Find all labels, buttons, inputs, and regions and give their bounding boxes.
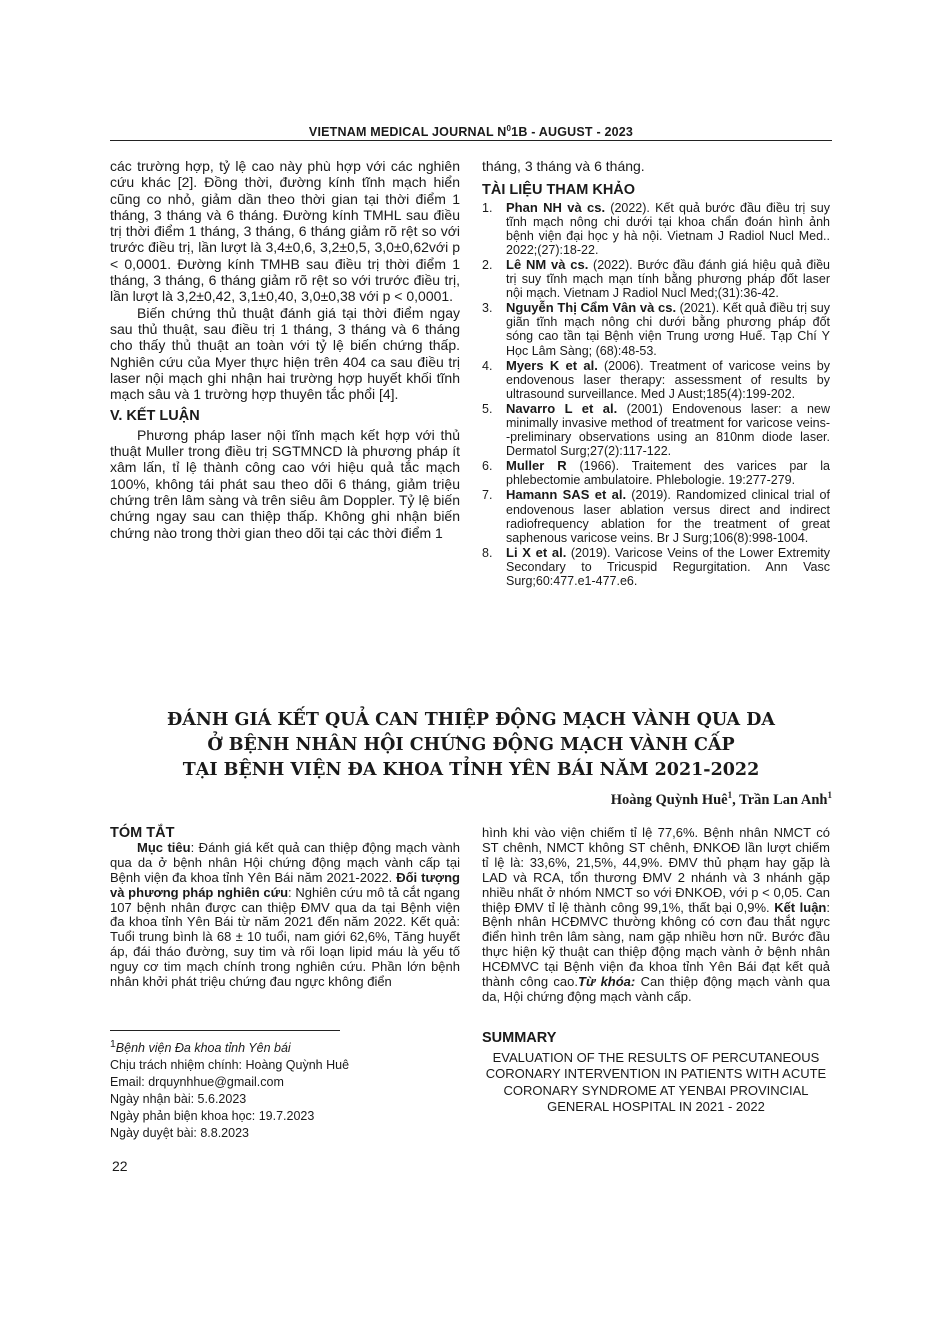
abstract-text: : Nghiên cứu mô tả cắt ngang 107 bệnh nhân được can thiệp ĐMV qua da tại Bệnh viện đa khoa tỉnh Yên Bái từ năm 2021 đến năm 2022. Kết quả: Tuổi trung bình là 68 ± 10 tuổi, nam giới 62,6%, Tăng huyết áp, đái tháo đường, suy tim và rối loạn lipid máu là yếu tố nguy cơ tim mạch chính trong nghiên cứu. Phần lớn bệnh nhân khởi phát triệu chứng đau ngực không điển	[110, 884, 460, 990]
author-separator: ,	[732, 791, 740, 808]
reference-item	[482, 546, 830, 588]
reference-text: (2022). Bước đầu đánh giá hiệu quả điều trị suy tĩnh mạch mạn tính bằng phương pháp đốt laser nội mạch. Vietnam J Radiol Nucl Med;(31):36-42.	[506, 257, 830, 301]
affiliation	[110, 1036, 349, 1057]
reference-item	[482, 258, 830, 300]
affil-text: Bệnh viện Đa khoa tỉnh Yên bái	[115, 1041, 291, 1056]
paragraph: tháng, 3 tháng và 6 tháng.	[482, 158, 645, 174]
journal-issue-sup: 0	[506, 124, 512, 133]
reference-list	[482, 201, 830, 589]
date-received: Ngày nhận bài: 5.6.2023	[110, 1092, 247, 1107]
section-heading: V. KẾT LUẬN	[110, 408, 200, 425]
article-title-line: Ở BỆNH NHÂN HỘI CHỨNG ĐỘNG MẠCH VÀNH CẤP	[207, 735, 735, 755]
article-title-line: TẠI BỆNH VIỆN ĐA KHOA TỈNH YÊN BÁI NĂM 2021-2022	[182, 760, 760, 780]
reference-item	[482, 488, 830, 544]
reference-number: 5.	[482, 401, 493, 416]
reference-authors: Muller R	[506, 458, 567, 474]
page-number: 22	[112, 1158, 128, 1174]
label-ket-luan: Kết luận	[774, 899, 827, 915]
abstract-text: : Bệnh nhân HCĐMVC thường không có cơn đau thắt ngực điển hình trên lâm sàng, nam gặp nhiều hơn nữ. Bước đầu thực hiện kỹ thuật can thiệp động mạch vành ở bệnh nhân HCĐMVC tại Bệnh viện đa khoa tỉnh Yên Bái đạt kết quả thành công cao.	[482, 899, 830, 990]
email: Email: drquynhhue@gmail.com	[110, 1075, 284, 1090]
abstract-text: hình khi vào viện chiếm tỉ lệ 77,6%. Bệnh nhân NMCT có ST chênh, NMCT không ST chênh, ĐNKOĐ lần lượt chiếm tỉ lệ là: 33,6%, 21,5%, 44,9%. ĐMV thủ phạm hay gặp là LAD và RCA, tổn thương ĐMV 2 nhánh và 3 nhánh gặp nhiều nhất ở nhóm NMCT so với ĐNKOĐ, với p < 0,05. Can thiệp ĐMV tỉ lệ thành công 99,1%, thất bại 0,9%.	[482, 825, 830, 915]
footnotes	[110, 1036, 349, 1142]
reference-item	[482, 359, 830, 401]
reference-text: (2019). Varicose Veins of the Lower Extremity Secondary to Tricuspid Regurgitation. Ann Vasc Surg;60:477.e1-477.e6.	[506, 545, 830, 589]
abstract-heading: TÓM TẮT	[110, 825, 175, 841]
abstract-paragraph	[482, 826, 830, 1005]
reference-number: 8.	[482, 545, 493, 560]
abstract-text: : Đánh giá kết quả can thiệp động mạch vành qua da ở bệnh nhân Hội chứng động mạch vành cấp tại Bệnh viện đa khoa tỉnh Yên Bái năm 2021-2022.	[110, 839, 460, 885]
article-title	[0, 708, 942, 783]
reference-text: (2006). Treatment of varicose veins by endovenous laser therapy: assessment of results by ultrasound surveillance. Med J Aust;185(4):199-202.	[506, 358, 830, 401]
summary-heading: SUMMARY	[482, 1030, 557, 1046]
reference-text: (2001) Endovenous laser: a new minimally invasive method of treatment for varicose veins--preliminary observations using an 810nm diode laser. Dermatol Surg;27(2):117-122.	[506, 401, 830, 459]
abstract-left	[110, 826, 460, 990]
references-heading: TÀI LIỆU THAM KHẢO	[482, 182, 636, 199]
corresponding-author: Chịu trách nhiệm chính: Hoàng Quỳnh Huê	[110, 1058, 350, 1073]
footnote-rule	[110, 1030, 340, 1031]
header-rule	[110, 140, 832, 141]
author-affil-sup: 1	[827, 790, 832, 800]
paragraph: Biến chứng thủ thuật đánh giá tại thời điểm ngay sau thủ thuật, sau điều trị 1 tháng, 3 tháng và 6 tháng cho thấy thủ thuật an toàn với tỷ lệ biến chứng thấp. Nghiên cứu của Myer thực hiện trên 404 ca sau điều trị laser nội mạch ghi nhận hai trường hợp huyết khối tĩnh mạch sâu và 1 trường hợp thuyên tắc phổi [4].	[110, 304, 460, 403]
reference-text: (1966). Traitement des varices par la phlebectomie ambulatoire. Phlebologie. 19:277-279.	[506, 459, 830, 488]
reference-number: 3.	[482, 301, 493, 316]
affil-sup: 1	[110, 1039, 116, 1050]
summary-title: EVALUATION OF THE RESULTS OF PERCUTANEOUS CORONARY INTERVENTION IN PATIENTS WITH ACUTE CORONARY SYNDROME AT YENBAI PROVINCIAL GENERAL HOSPITAL IN 2021 - 2022	[485, 1050, 827, 1114]
reference-authors: Navarro L et al.	[506, 400, 618, 416]
author-name: Hoàng Quỳnh Huê	[610, 791, 728, 808]
reference-item	[482, 459, 830, 487]
journal-suffix: 1B - AUGUST - 2023	[511, 125, 634, 140]
reference-authors: Li X et al.	[506, 544, 567, 560]
journal-header	[0, 124, 942, 139]
reference-text: (2019). Randomized clinical trial of endovenous laser ablation versus direct and indirect radiofrequency ablation for the treatment of great saphenous varicose veins. Br J Surg;106(8):998-1004.	[506, 488, 830, 545]
abstract-right	[482, 826, 830, 1005]
abstract-paragraph	[110, 841, 460, 990]
reference-item	[482, 201, 830, 257]
right-column	[482, 158, 830, 589]
reference-authors: Phan NH và cs.	[506, 199, 606, 215]
reference-authors: Lê NM và cs.	[506, 256, 589, 272]
reference-authors: Nguyễn Thị Cẩm Vân và cs.	[506, 300, 677, 316]
paragraph: các trường hợp, tỷ lệ cao này phù hợp với các nghiên cứu khác [2]. Đồng thời, đường kính tĩnh mạch hiển cũng co nhỏ, giảm dần theo thời gian tại thời điểm 1 tháng, 3 tháng và 6 tháng. Đường kính TMHL sau điều trị thời điểm 1 tháng, 3 tháng, 6 tháng giảm rõ rệt so với trước điều trị, lần lượt là 3,4±0,6, 3,2±0,5, 3,0±0,62với p < 0,0001. Đường kính TMHB sau điều trị thời điểm 1 tháng, 3 tháng, 6 tháng giảm rõ rệt so với trước điều trị, lần lượt là 3,2±0,42, 3,1±0,40, 3,0±0,38 với p < 0,0001.	[110, 158, 460, 305]
keywords-text: Can thiệp động mạch vành qua da, Hội chứng động mạch vành cấp.	[482, 974, 830, 1004]
reference-number: 1.	[482, 200, 493, 215]
reference-authors: Myers K et al.	[506, 357, 598, 373]
reference-item	[482, 301, 830, 357]
reference-number: 4.	[482, 358, 493, 373]
label-doi-tuong: Đối tượng và phương pháp nghiên cứu	[110, 869, 460, 900]
reference-text: (2021). Kết quả điều trị suy giãn tĩnh mạch nông chi dưới bằng phương pháp đốt sóng cao tần tại Bệnh viện Trung ương Huế. Tạp Chí Y Học Lâm Sàng; (68):48-53.	[506, 301, 830, 358]
reference-number: 7.	[482, 488, 493, 503]
author-affil-sup: 1	[727, 790, 733, 800]
reference-item	[482, 402, 830, 458]
paragraph: Phương pháp laser nội tĩnh mạch kết hợp với thủ thuật Muller trong điều trị SGTMNCD là phương pháp ít xâm lấn, tỉ lệ thành công cao với hiệu quả tắc mạch 100%, không tái phát sau theo dõi 6 tháng, giảm triệu chứng trên lâm sàng và trên siêu âm Doppler. Tỷ lệ biến chứng ngay sau can thiệp thấp. Không ghi nhận biến chứng nào trong thời gian theo dõi tại các thời điểm 1	[110, 426, 460, 541]
date-accepted: Ngày duyệt bài: 8.8.2023	[110, 1126, 249, 1141]
label-muc-tieu: Mục tiêu	[137, 839, 191, 855]
reference-number: 6.	[482, 459, 493, 474]
journal-prefix: VIETNAM MEDICAL JOURNAL N	[308, 125, 507, 140]
left-column	[110, 158, 460, 541]
date-reviewed: Ngày phản biện khoa học: 19.7.2023	[110, 1109, 315, 1124]
author-line	[611, 790, 832, 809]
article-title-line: ĐÁNH GIÁ KẾT QUẢ CAN THIỆP ĐỘNG MẠCH VÀNH QUA DA	[167, 710, 775, 730]
label-tu-khoa: Từ khóa:	[578, 974, 636, 990]
reference-authors: Hamann SAS et al.	[506, 487, 627, 503]
reference-number: 2.	[482, 257, 493, 272]
reference-text: (2022). Kết quả bước đầu điều trị suy tĩnh mạch nông chi dưới tại khoa chẩn đoán hình ảnh bệnh viện đại học y hà nội. Vietnam J Radiol Nucl Med.. 2022;(27):18-22.	[506, 200, 830, 257]
author-name: Trần Lan Anh	[739, 791, 828, 808]
